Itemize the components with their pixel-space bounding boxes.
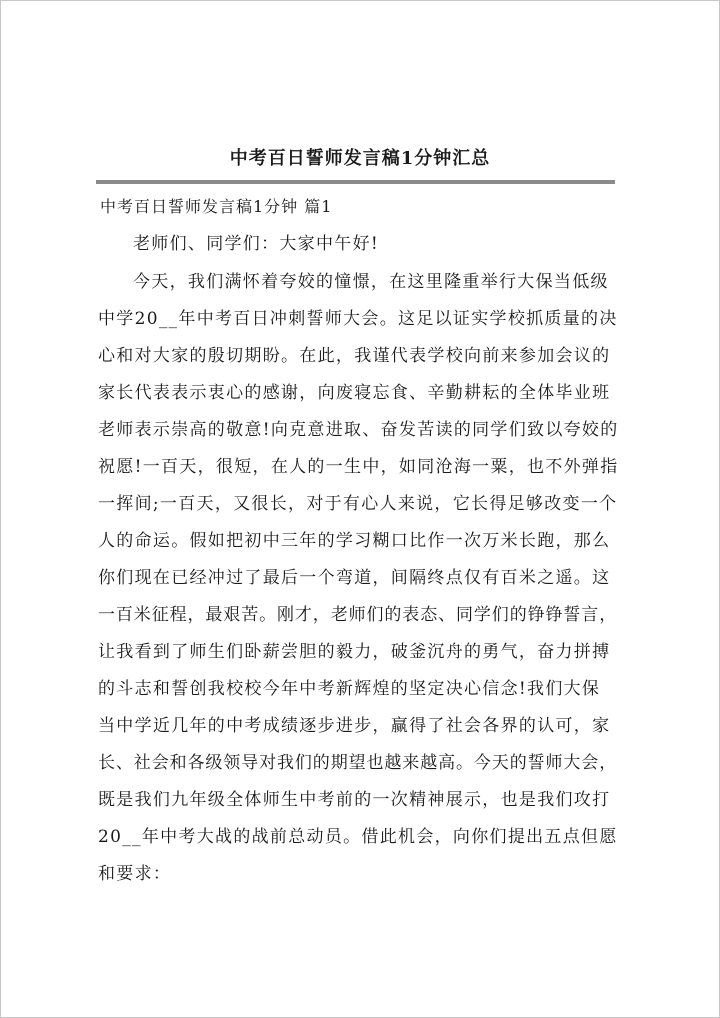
body-line: 一挥间;一百天，又很长，对于有心人来说，它长得足够改变一个 [98, 494, 618, 514]
body-line: 你们现在已经冲过了最后一个弯道，间隔终点仅有百米之遥。这 [98, 568, 611, 588]
document-title: 中考百日誓师发言稿1分钟汇总 [229, 148, 491, 169]
body-line: 长、社会和各级领导对我们的期望也越来越高。今天的誓师大会， [98, 753, 618, 773]
body-line: 当中学近几年的中考成绩逐步进步，赢得了社会各界的认可，家 [98, 716, 611, 736]
body-line: 一百米征程，最艰苦。刚才，老师们的表态、同学们的铮铮誓言， [98, 605, 618, 625]
body-line: 祝愿!一百天，很短，在人的一生中，如同沧海一粟，也不外弹指 [98, 457, 619, 477]
body-line: 心和对大家的殷切期盼。在此，我谨代表学校向前来参加会议的 [98, 346, 611, 366]
body-line: 家长代表表示衷心的感谢，向废寝忘食、辛勤耕耘的全体毕业班 [98, 383, 611, 403]
title-divider [96, 180, 615, 184]
body-line: 20__年中考大战的战前总动员。借此机会，向你们提出五点但愿 [98, 827, 618, 847]
greeting-line: 老师们、同学们：大家中午好! [133, 234, 380, 254]
body-line: 人的命运。假如把初中三年的学习糊口比作一次万米长跑，那么 [98, 531, 611, 551]
body-line: 的斗志和誓创我校校今年中考新辉煌的坚定决心信念!我们大保 [98, 679, 601, 699]
body-line: 既是我们九年级全体师生中考前的一次精神展示，也是我们攻打 [98, 790, 611, 810]
section-heading: 中考百日誓师发言稿1分钟 篇1 [100, 197, 333, 216]
body-line: 今天，我们满怀着夸姣的憧憬，在这里隆重举行大保当低级 [133, 272, 609, 292]
body-line: 老师表示崇高的敬意!向克意进取、奋发苦读的同学们致以夸姣的 [98, 420, 619, 440]
body-line: 让我看到了师生们卧薪尝胆的毅力，破釜沉舟的勇气，奋力拼搏 [98, 642, 611, 662]
body-line: 和要求： [98, 864, 172, 884]
body-line: 中学20__年中考百日冲刺誓师大会。这足以证实学校抓质量的决 [98, 309, 618, 329]
